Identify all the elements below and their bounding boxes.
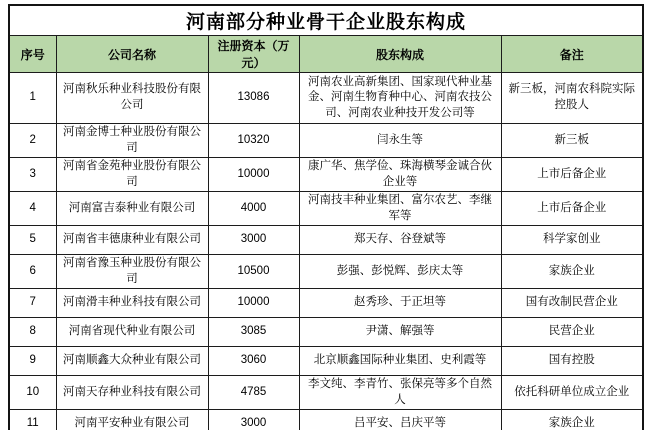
cell-capital: 10000 <box>208 158 299 192</box>
header-capital: 注册资本（万元） <box>208 36 299 73</box>
cell-no: 2 <box>9 124 56 158</box>
table-header-row <box>9 36 643 73</box>
table-row <box>9 226 643 255</box>
cell-capital: 3085 <box>208 318 299 347</box>
cell-no: 3 <box>9 158 56 192</box>
cell-note: 家族企业 <box>501 255 643 289</box>
cell-note: 国有改制民营企业 <box>501 289 643 318</box>
cell-capital: 10000 <box>208 289 299 318</box>
header-note: 备注 <box>501 36 643 73</box>
cell-no: 8 <box>9 318 56 347</box>
table-row <box>9 158 643 192</box>
cell-company: 河南省金苑种业股份有限公司 <box>56 158 208 192</box>
cell-shareholders: 吕平安、吕庆平等 <box>299 410 501 430</box>
cell-company: 河南省丰德康种业有限公司 <box>56 226 208 255</box>
cell-capital: 3000 <box>208 410 299 430</box>
cell-company: 河南秋乐种业科技股份有限公司 <box>56 73 208 124</box>
cell-note: 科学家创业 <box>501 226 643 255</box>
cell-no: 9 <box>9 347 56 376</box>
shareholder-table <box>8 4 644 430</box>
cell-no: 10 <box>9 376 56 410</box>
table-title: 河南部分种业骨干企业股东构成 <box>9 5 643 36</box>
cell-note: 依托科研单位成立企业 <box>501 376 643 410</box>
cell-shareholders: 郑天存、谷登斌等 <box>299 226 501 255</box>
cell-capital: 13086 <box>208 73 299 124</box>
header-company: 公司名称 <box>56 36 208 73</box>
cell-shareholders: 李文纯、李青竹、张保亮等多个自然人 <box>299 376 501 410</box>
cell-note: 家族企业 <box>501 410 643 430</box>
cell-shareholders: 河南农业高新集团、国家现代种业基金、河南生物育种中心、河南农技公司、河南农业种技开发公司等 <box>299 73 501 124</box>
cell-company: 河南省豫玉种业股份有限公司 <box>56 255 208 289</box>
cell-shareholders: 康广华、焦学俭、珠海横琴金诚合伙企业等 <box>299 158 501 192</box>
cell-company: 河南省现代种业有限公司 <box>56 318 208 347</box>
cell-shareholders: 河南技丰种业集团、富尔农艺、李继军等 <box>299 192 501 226</box>
cell-capital: 10500 <box>208 255 299 289</box>
cell-no: 4 <box>9 192 56 226</box>
cell-company: 河南天存种业科技有限公司 <box>56 376 208 410</box>
header-shareholders: 股东构成 <box>299 36 501 73</box>
cell-note: 国有控股 <box>501 347 643 376</box>
cell-no: 11 <box>9 410 56 430</box>
table-row <box>9 255 643 289</box>
cell-capital: 4000 <box>208 192 299 226</box>
cell-no: 6 <box>9 255 56 289</box>
cell-no: 5 <box>9 226 56 255</box>
cell-note: 上市后备企业 <box>501 158 643 192</box>
cell-company: 河南平安种业有限公司 <box>56 410 208 430</box>
cell-note: 上市后备企业 <box>501 192 643 226</box>
table-row <box>9 124 643 158</box>
table-row <box>9 410 643 430</box>
table-row <box>9 347 643 376</box>
cell-company: 河南顺鑫大众种业有限公司 <box>56 347 208 376</box>
cell-note: 新三板 <box>501 124 643 158</box>
cell-capital: 3060 <box>208 347 299 376</box>
cell-no: 1 <box>9 73 56 124</box>
table-row <box>9 376 643 410</box>
table-row <box>9 318 643 347</box>
cell-company: 河南金博士种业股份有限公司 <box>56 124 208 158</box>
cell-shareholders: 赵秀珍、于正坦等 <box>299 289 501 318</box>
cell-note: 民营企业 <box>501 318 643 347</box>
cell-no: 7 <box>9 289 56 318</box>
cell-company: 河南滑丰种业科技有限公司 <box>56 289 208 318</box>
table-row <box>9 289 643 318</box>
cell-note: 新三板，河南农科院实际控股人 <box>501 73 643 124</box>
cell-shareholders: 闫永生等 <box>299 124 501 158</box>
header-no: 序号 <box>9 36 56 73</box>
table-row <box>9 192 643 226</box>
table-row <box>9 73 643 124</box>
cell-shareholders: 彭强、彭悦辉、彭庆太等 <box>299 255 501 289</box>
cell-capital: 3000 <box>208 226 299 255</box>
cell-shareholders: 尹潇、解强等 <box>299 318 501 347</box>
cell-capital: 10320 <box>208 124 299 158</box>
cell-shareholders: 北京顺鑫国际种业集团、史利霞等 <box>299 347 501 376</box>
cell-company: 河南富吉泰种业有限公司 <box>56 192 208 226</box>
table-title-row <box>9 5 643 36</box>
cell-capital: 4785 <box>208 376 299 410</box>
